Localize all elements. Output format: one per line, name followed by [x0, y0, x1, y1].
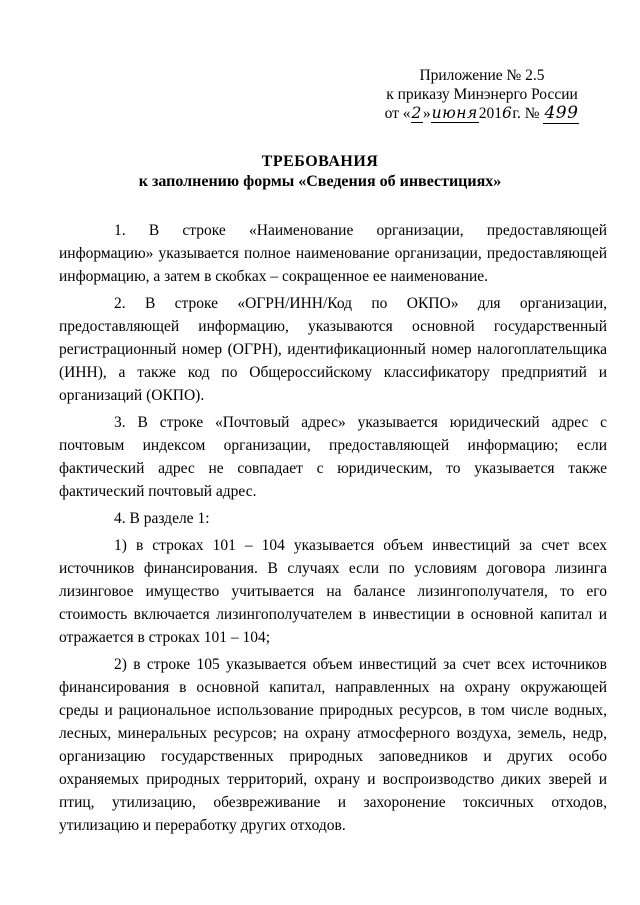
- paragraph-4-2: 2) в строке 105 указывается объем инвестиций за счет всех источников финансирования в основной капитал, направленных на охрану окружающей среды и рациональное использование природных ресурсов, в том числе водных, лесных, минеральных ресурсов; на охрану атмосферного воздуха, земель, недр, организацию государственных природных заповедников и других особо охраняемых природных территорий, охрану и воспроизводство диких зверей и птиц, утилизацию, обезвреживание и захоронение токсичных отходов, утилизацию и переработку других отходов.: [59, 656, 607, 834]
- number-label: г. №: [512, 105, 540, 122]
- handwritten-month: июня: [431, 104, 478, 122]
- paragraph-4-1: 1) в строках 101 – 104 указывается объем инвестиций за счет всех источников финансирования. В случаях если по условиям договора лизинга лизинговое имущество учитывается на балансе лизингополучателя, то его стоимость включается лизингополучателем в инвестиции в основной капитал и отражается в строках 101 – 104;: [59, 537, 607, 646]
- appendix-header: [362, 66, 602, 123]
- date-prefix: от «: [384, 105, 411, 122]
- paragraph-4: 4. В разделе 1:: [114, 510, 210, 527]
- handwritten-order-number: 499: [544, 103, 579, 123]
- title-heading: ТРЕБОВАНИЯ: [261, 153, 379, 170]
- title-subheading: к заполнению формы «Сведения об инвестициях»: [138, 173, 502, 190]
- handwritten-year-digit: 6: [502, 104, 513, 122]
- appendix-date-number: [362, 104, 602, 123]
- paragraph-1: 1. В строке «Наименование организации, предоставляющей информацию» указывается полное наименование организации, предоставляющей информацию, а затем в скобках – сокращенное ее наименование.: [59, 222, 607, 285]
- year-prefix: 201: [478, 105, 503, 122]
- document-body: [59, 219, 607, 837]
- appendix-order-ref: к приказу Минэнерго России: [386, 86, 578, 103]
- appendix-title: Приложение № 2.5: [419, 67, 545, 84]
- paragraph-2: 2. В строке «ОГРН/ИНН/Код по ОКПО» для организации, предоставляющей информацию, указываются основной государственный регистрационный номер (ОГРН), идентификационный номер налогоплательщика (ИНН), а также код по Общероссийскому классификатору предприятий и организаций (ОКПО).: [59, 295, 607, 404]
- date-quote-close: »: [422, 105, 431, 122]
- handwritten-day: 2: [411, 104, 422, 122]
- paragraph-3: 3. В строке «Почтовый адрес» указывается юридический адрес с почтовым индексом организации, предоставляющей информацию; если фактический адрес не совпадает с юридическим, то указывается также фактический почтовый адрес.: [59, 414, 607, 500]
- document-title: [0, 152, 640, 192]
